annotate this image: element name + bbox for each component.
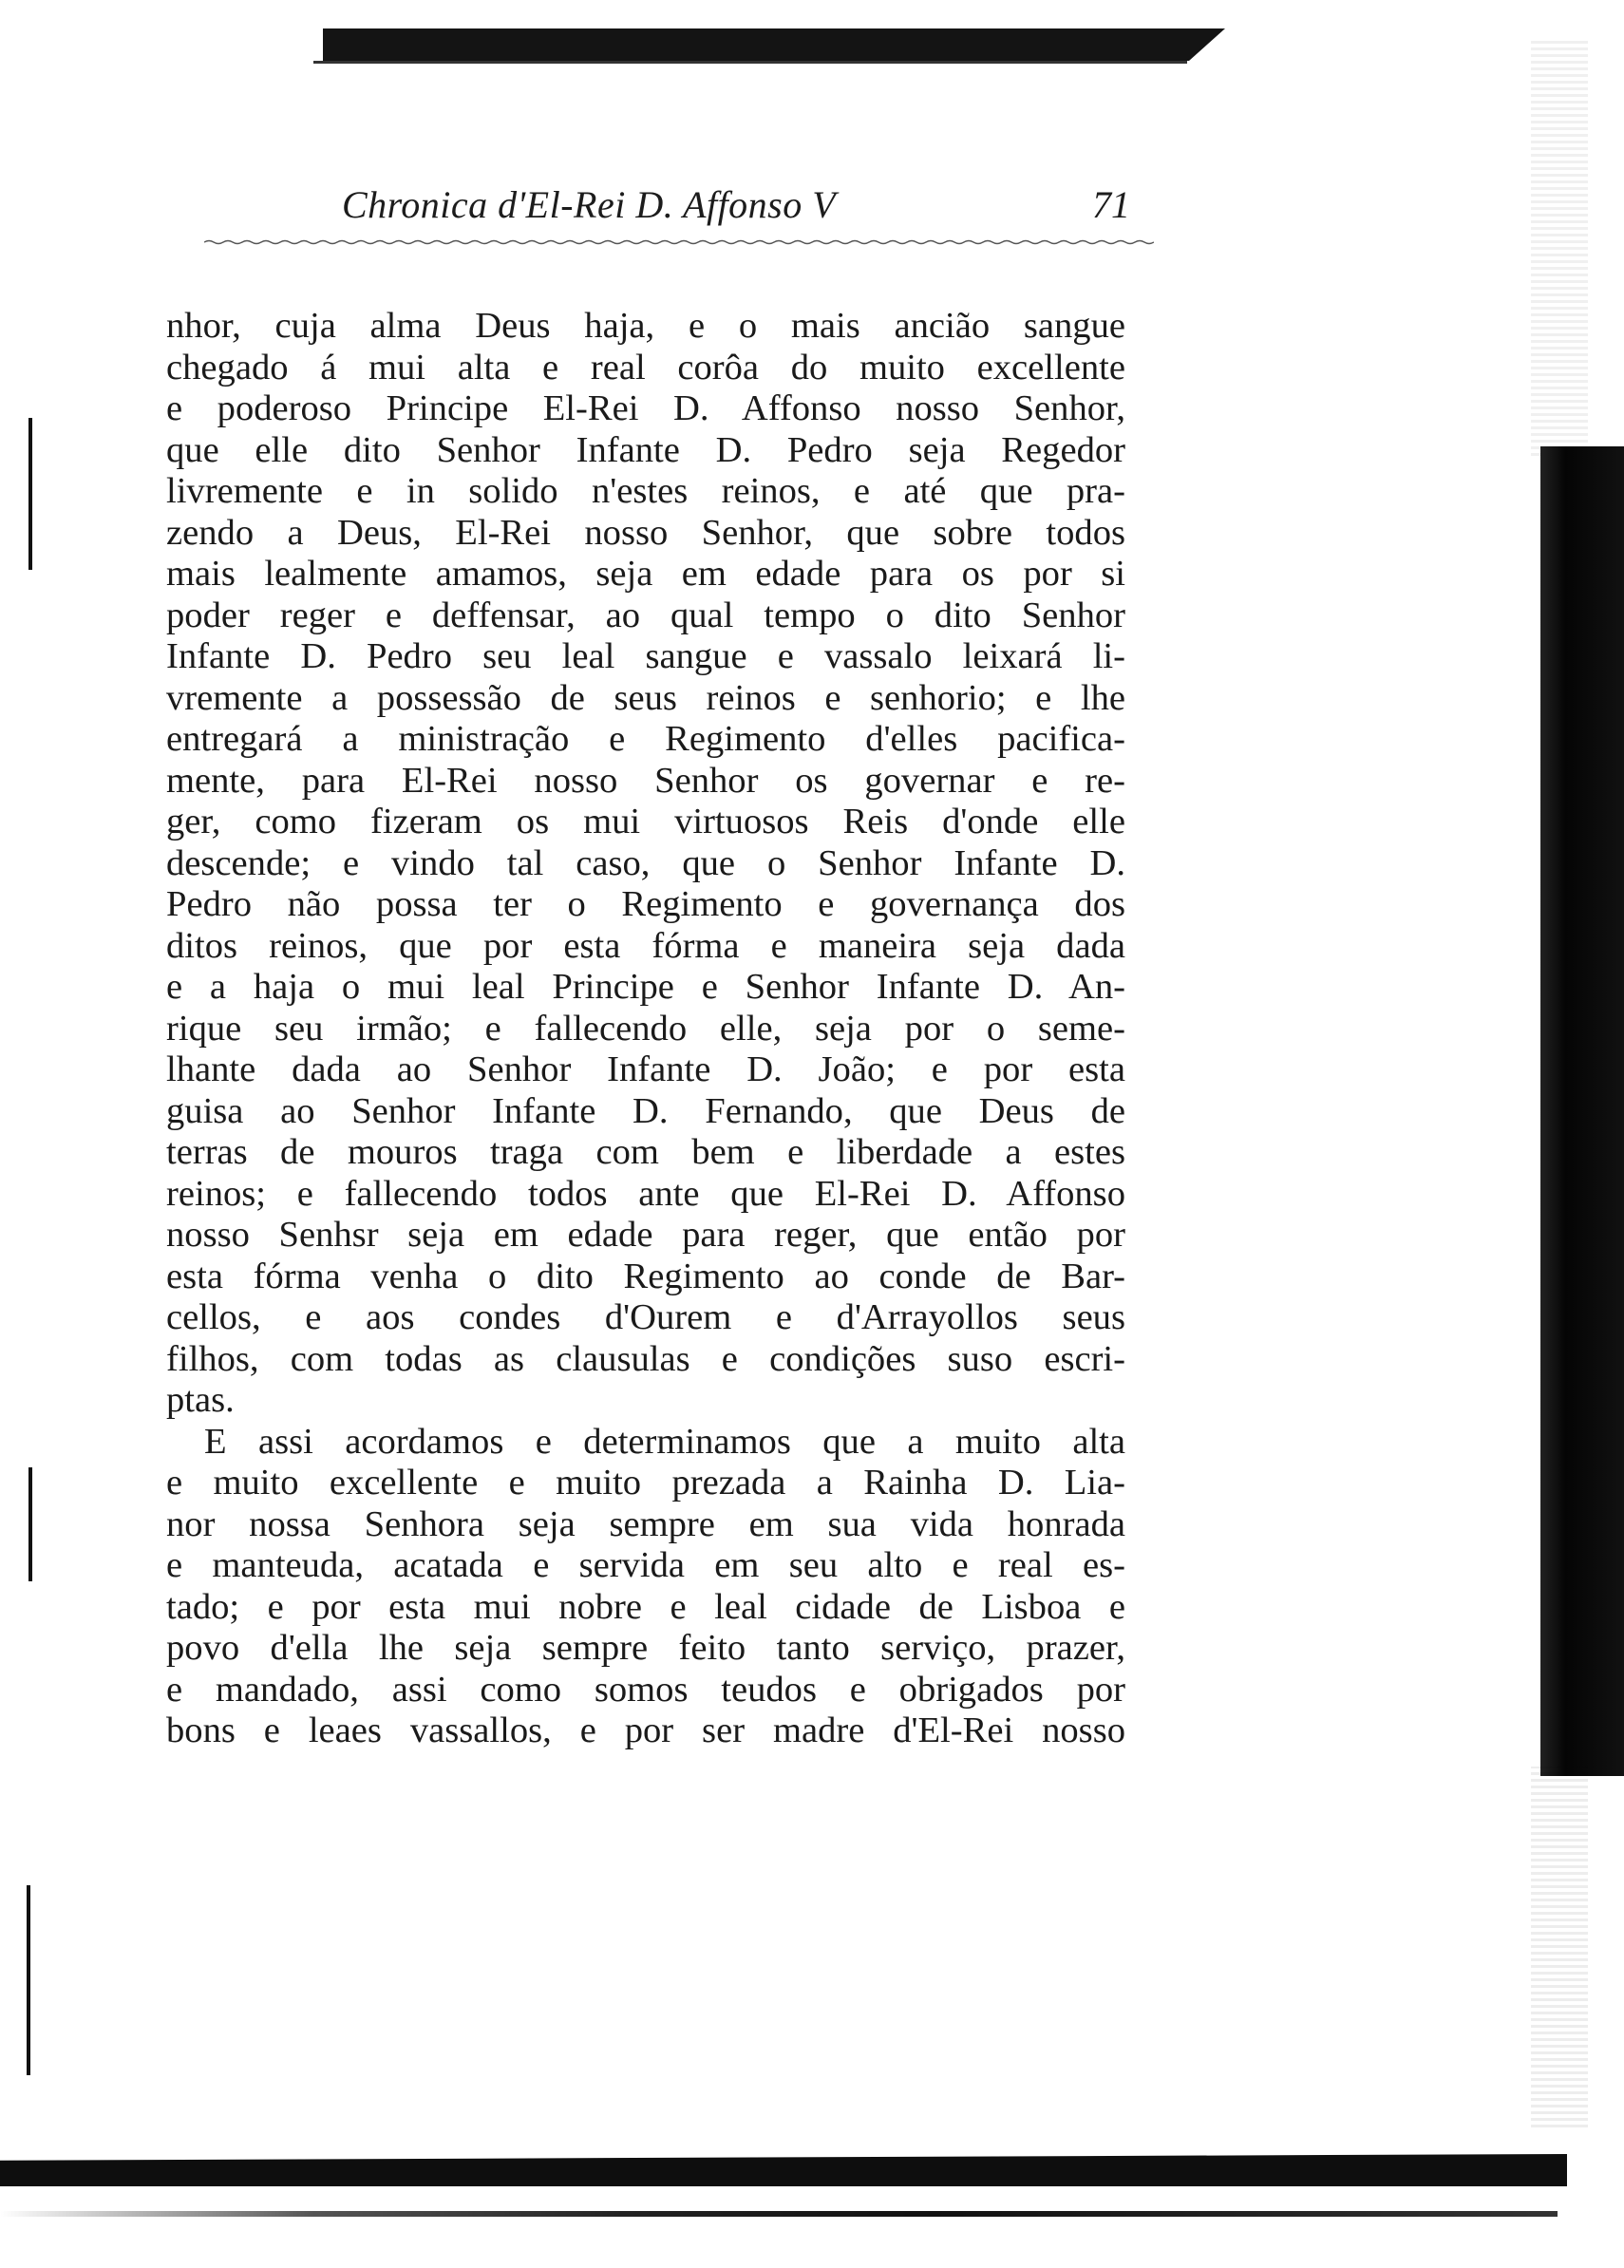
text-line: Infante D. Pedro seu leal sangue e vassalo leixará li-	[166, 636, 1125, 676]
text-line: guisa ao Senhor Infante D. Fernando, que Deus de	[166, 1090, 1125, 1131]
text-line: e mandado, assi como somos teudos e obrigados por	[166, 1669, 1125, 1710]
text-line: bons e leaes vassallos, e por ser madre d'El-Rei nosso	[166, 1710, 1125, 1750]
running-title: Chronica d'El-Rei D. Affonso V	[342, 183, 837, 226]
text-line: filhos, com todas as clausulas e condições suso escri-	[166, 1338, 1125, 1379]
text-line: esta fórma venha o dito Regimento ao conde de Bar-	[166, 1256, 1125, 1296]
text-line: entregará a ministração e Regimento d'elles pacifica-	[166, 719, 1125, 759]
scan-left-mark-2	[28, 1467, 32, 1581]
text-line: ditos reinos, que por esta fórma e maneira seja dada	[166, 925, 1125, 966]
header-wavy-rule	[204, 239, 1154, 245]
scan-edge-right-shadow	[1540, 446, 1624, 1776]
text-line: poder reger e deffensar, ao qual tempo o dito Senhor	[166, 595, 1125, 635]
text-line: lhante dada ao Senhor Infante D. João; e por esta	[166, 1049, 1125, 1089]
text-line: mais lealmente amamos, seja em edade para os por si	[166, 554, 1125, 594]
scan-edge-bottom-line	[0, 2211, 1558, 2217]
scan-edge-top-bar	[323, 28, 1225, 61]
text-line: reinos; e fallecendo todos ante que El-Rei D. Affonso	[166, 1173, 1125, 1214]
text-line: zendo a Deus, El-Rei nosso Senhor, que sobre todos	[166, 512, 1125, 553]
text-line: descende; e vindo tal caso, que o Senhor Infante D.	[166, 842, 1125, 883]
text-line: que elle dito Senhor Infante D. Pedro seja Regedor	[166, 429, 1125, 470]
text-line-paragraph-start: E assi acordamos e determinamos que a muito alta	[204, 1421, 1125, 1462]
text-line: Pedro não possa ter o Regimento e governança dos	[166, 884, 1125, 924]
text-line: chegado á mui alta e real corôa do muito excellente	[166, 347, 1125, 387]
text-line: e poderoso Principe El-Rei D. Affonso nosso Senhor,	[166, 388, 1125, 428]
text-line: terras de mouros traga com bem e liberdade a estes	[166, 1132, 1125, 1172]
body-text	[166, 306, 1125, 1752]
text-line: tado; e por esta mui nobre e leal cidade de Lisboa e	[166, 1586, 1125, 1627]
running-header	[342, 182, 1130, 230]
text-line: povo d'ella lhe seja sempre feito tanto serviço, prazer,	[166, 1628, 1125, 1668]
text-line: nhor, cuja alma Deus haja, e o mais ancião sangue	[166, 306, 1125, 346]
text-line: e manteuda, acatada e servida em seu alto e real es-	[166, 1545, 1125, 1585]
text-line: mente, para El-Rei nosso Senhor os governar e re-	[166, 760, 1125, 801]
text-line: nosso Senhsr seja em edade para reger, que então por	[166, 1215, 1125, 1255]
page-number: 71	[1092, 183, 1130, 226]
text-line: ger, como fizeram os mui virtuosos Reis d'onde elle	[166, 802, 1125, 841]
text-line: rique seu irmão; e fallecendo elle, seja por o seme-	[166, 1008, 1125, 1049]
scan-edge-top-line	[313, 61, 1187, 64]
scan-edge-right-speckle-lower	[1531, 1767, 1588, 2127]
text-line: nor nossa Senhora seja sempre em sua vida honrada	[166, 1503, 1125, 1544]
text-line: e a haja o mui leal Principe e Senhor Infante D. An-	[166, 967, 1125, 1007]
scan-left-mark-3	[27, 1885, 30, 2075]
text-line: cellos, e aos condes d'Ourem e d'Arrayollos seus	[166, 1297, 1125, 1337]
text-line: e muito excellente e muito prezada a Rainha D. Lia-	[166, 1463, 1125, 1503]
scan-left-mark-1	[28, 418, 32, 570]
text-line-paragraph-end: ptas.	[166, 1380, 235, 1420]
scan-edge-bottom-bar	[0, 2154, 1567, 2186]
scan-edge-right-speckle	[1531, 38, 1588, 456]
text-line: vremente a possessão de seus reinos e senhorio; e lhe	[166, 677, 1125, 718]
text-line: livremente e in solido n'estes reinos, e até que pra-	[166, 471, 1125, 511]
